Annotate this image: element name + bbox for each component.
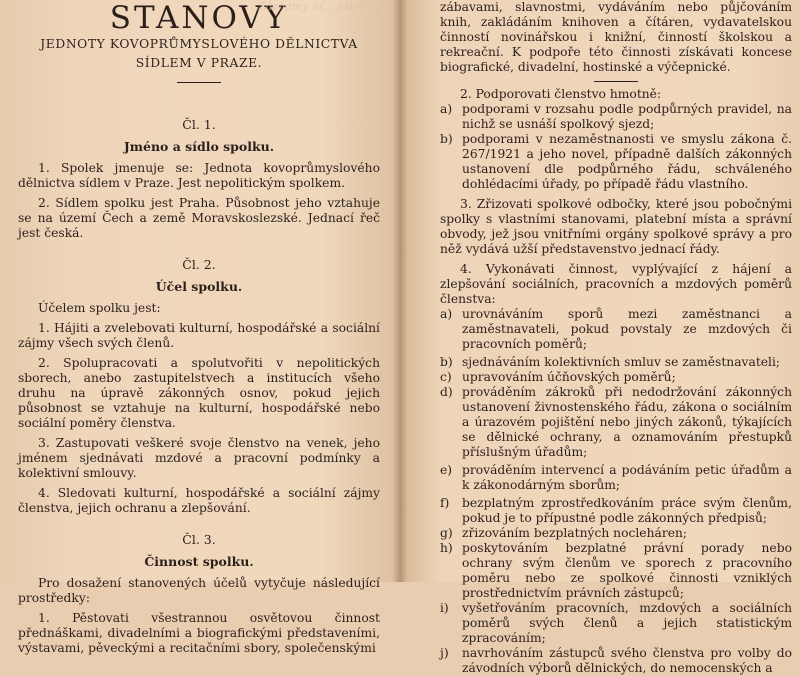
list-item: b) sjednáváním kolektivních smluv se zaměstnavateli;: [440, 355, 781, 369]
point2-intro: 2. Podporovati členstvo hmotně:: [460, 87, 662, 101]
point4-list: [440, 307, 792, 676]
article1-paragraph: 2. Sídlem spolku jest Praha. Působnost jeho vztahuje se na území Čech a země Moravskoslezské. Jednací řeč jest česká.: [18, 196, 380, 240]
article2-paragraph: 4. Sledovati kulturní, hospodářské a sociální zájmy členstva, jejich ochranu a zlepšování.: [18, 486, 380, 515]
article1-heading: Jméno a sídlo spolku.: [123, 139, 275, 154]
list-item: a) podporami v rozsahu podle podpůrných pravidel, na nichž se usnáší spolkový sjezd;: [440, 102, 792, 131]
article2-intro: Účelem spolku jest:: [38, 301, 161, 315]
continuation-text: zábavami, slavnostmi, vydáváním nebo půjčováním knih, zakládáním knihoven a čítáren, vydavatelskou činností novinářskou i knižní, činností školskou a rekreační. K podpoře této činnosti získávati koncese biografické, divadelní, hostinské a výčepnické.: [440, 0, 792, 74]
list-item: e) prováděním intervencí a podáváním petic úřadům a k zákonodárným sborům;: [440, 463, 792, 492]
article1-paragraph: 1. Spolek jmenuje se: Jednota kovoprůmyslového dělnictva sídlem v Praze. Jest nepolitickým spolkem.: [18, 161, 380, 190]
left-page: [0, 0, 400, 655]
title-divider: [177, 82, 221, 83]
list-item: a) urovnáváním sporů mezi zaměstnanci a zaměstnavateli, pokud povstaly ze mzdových či pracovních poměrů;: [440, 307, 792, 351]
article2-paragraph: 2. Spolupracovati a spolutvořiti v nepolitických sborech, anebo zastupitelstvech a institucích všeho druhu na úpravě zákonných osnov, pokud jejich působnost se vztahuje na kulturní, hospodářské nebo sociální poměry členstva.: [18, 356, 380, 430]
section-divider: [594, 81, 638, 82]
book-gutter: [392, 0, 408, 582]
list-item: j) navrhováním zástupců svého členstva pro volby do závodních výborů dělnických, do nemocenských a: [440, 646, 792, 675]
right-page: [400, 0, 800, 675]
article2-number: Čl. 2.: [182, 257, 216, 272]
article2-paragraph: 3. Zastupovati veškeré svoje členstvo na venek, jeho jménem sjednávati mzdové a pracovní podmínky a kolektivní smlouvy.: [18, 436, 380, 480]
list-item: i) vyšetřováním pracovních, mzdových a sociálních poměrů svých členů a jejich statistickým zpracováním;: [440, 601, 792, 645]
point4-intro: 4. Vykonávati činnost, vyplývající z hájení a zlepšování sociálních, pracovních a mzdových poměrů členstva:: [440, 262, 792, 306]
article3-number: Čl. 3.: [182, 532, 216, 547]
document-subtitle-line2: SÍDLEM V PRAZE.: [135, 56, 263, 70]
list-item: d) prováděním zákroků při nedodržování zákonných ustanovení živnostenského řádu, zákona o sociálním a úrazovém pojištění nebo jiných zákonů, týkajících se dělnické ochrany, a oznamováním přestupků příslušným úřadům;: [440, 385, 792, 459]
list-item: c) upravováním účňovských poměrů;: [440, 370, 676, 384]
article3-intro: Pro dosažení stanovených účelů vytyčuje následující prostředky:: [18, 576, 380, 605]
document-title: STANOVY: [109, 0, 289, 36]
article2-heading: Účel spolku.: [155, 279, 243, 294]
article2-paragraph: 1. Hájiti a zvelebovati kulturní, hospodářské a sociální zájmy všech svých členů.: [18, 321, 380, 350]
list-item: f) bezplatným zprostředkováním práce svým členům, pokud je to přípustné podle zákonných předpisů;: [440, 496, 792, 525]
article3-paragraph: 1. Pěstovati všestrannou osvětovou činnost přednáškami, divadelními a biografickými představeními, výstavami, pěveckými a recitačními sbory, společenskými: [18, 611, 380, 655]
bleed-through-text: Záznamy úř... zálohy...: [258, 0, 382, 13]
list-item: g) zřizováním bezplatných nocleháren;: [440, 526, 688, 540]
article1-number: Čl. 1.: [182, 117, 216, 132]
document-subtitle-line1: JEDNOTY KOVOPRŮMYSLOVÉHO DĚLNICTVA: [40, 37, 358, 51]
list-item: b) podporami v nezaměstnanosti ve smyslu zákona č. 267/1921 a jeho novel, případně dalších zákonných ustanovení dle podpůrného řádu, schváleného dohlédacími úřady, po případě řádu vlastního.: [440, 132, 792, 191]
point3-text: 3. Zřizovati spolkové odbočky, které jsou pobočnými spolky s vlastními stanovami, platební místa a správní obvody, jež jsou vnitřními orgány spolkové správy a pro něž vydává užší představenstvo jednací řády.: [440, 197, 792, 256]
point2-list: [440, 102, 792, 192]
list-item: h) poskytováním bezplatné právní porady nebo ochrany svým členům ve sporech z pracovního poměru nebo ze spolkové činnosti vzniklých prostřednictvím právních zástupců;: [440, 541, 792, 600]
article3-heading: Činnost spolku.: [144, 554, 254, 569]
